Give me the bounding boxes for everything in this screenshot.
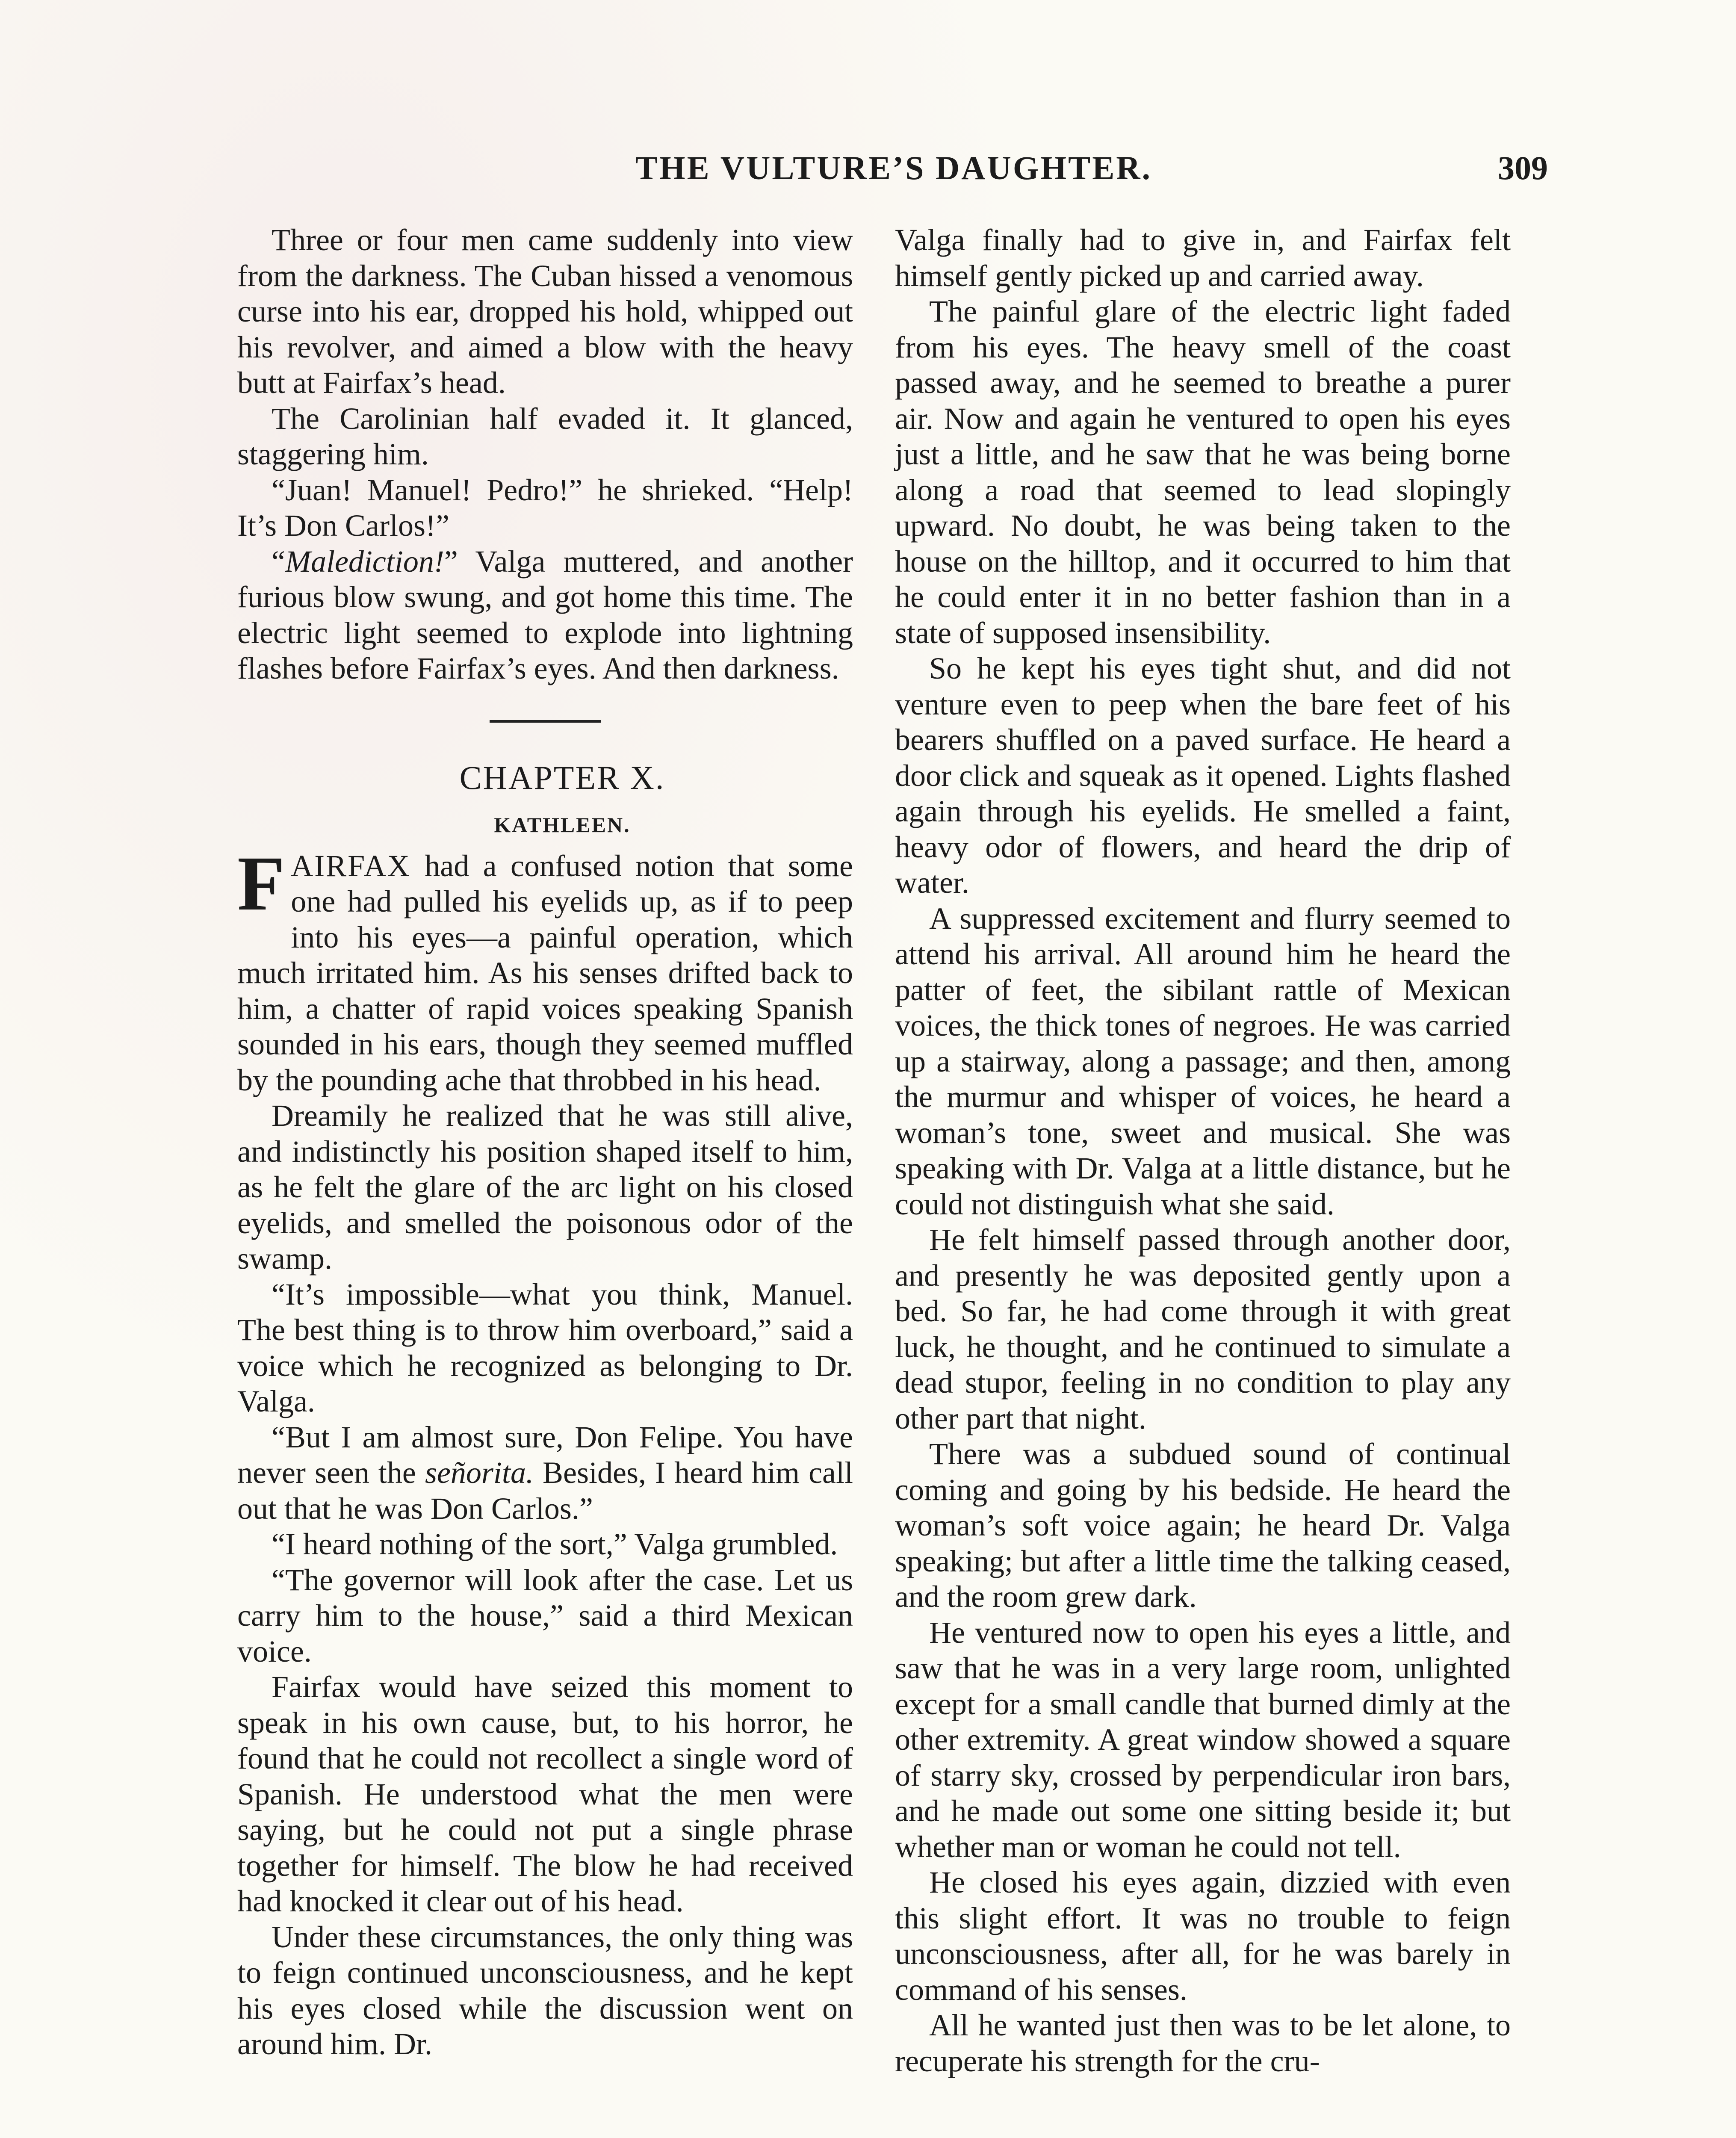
small-caps-word: AIRFAX: [291, 848, 411, 883]
left-column: [237, 222, 853, 2062]
page-number: 309: [1498, 149, 1548, 186]
paragraph: [237, 1420, 853, 1527]
paragraph: There was a subdued sound of continual coming and going by his bedside. He heard the woman’s soft voice again; he heard Dr. Valga speaking; but after a little time the talking ceased, and the room grew dark.: [895, 1437, 1511, 1614]
chapter-subtitle: KATHLEEN.: [494, 812, 631, 837]
paragraph: “It’s impossible—what you think, Manuel. The best thing is to throw him overboard,” said a voice which he recognized as belonging to Dr. Valga.: [237, 1277, 853, 1418]
paragraph: “I heard nothing of the sort,” Valga grumbled.: [272, 1527, 838, 1561]
paragraph: Fairfax would have seized this moment to speak in his own cause, but, to his horror, he found that he could not recollect a single word of Spanish. He understood what the men were saying, but he could not put a single phrase together for himself. The blow he had received had knocked it clear out of his head.: [237, 1670, 853, 1918]
opening-paragraph: [237, 840, 853, 1099]
paragraph-text: “But I am almost sure, Don Felipe. You have never seen the: [237, 1420, 853, 1490]
open-quote: “: [272, 544, 285, 579]
paragraph: All he wanted just then was to be let alone, to recuperate his strength for the cru-: [895, 2008, 1511, 2078]
paragraph-text: ” Valga muttered, and another furious blow swung, and got home this time. The electric light seemed to explode into lightning flashes before Fairfax’s eyes. And then darkness.: [237, 544, 853, 685]
right-column: [895, 222, 1511, 2079]
paragraph: The Carolinian half evaded it. It glanced, staggering him.: [237, 401, 853, 471]
paragraph: Under these circumstances, the only thing was to feign continued unconsciousness, and he kept his eyes closed while the discussion went on around him. Dr.: [237, 1919, 853, 2061]
paragraph: He felt himself passed through another door, and presently he was deposited gently upon a bed. So far, he had come through it with great luck, he thought, and he continued to simulate a dead stupor, feeling in no condition to play any other part that night.: [895, 1223, 1511, 1435]
italic-word: señorita.: [425, 1456, 534, 1490]
paragraph-text: Besides, I heard him call out that he was Don Carlos.”: [237, 1456, 853, 1526]
paragraph: So he kept his eyes tight shut, and did not venture even to peep when the bare feet of his bearers shuffled on a paved surface. He heard a door click and squeak as it opened. Lights flashed again through his eyelids. He smelled a faint, heavy odor of flowers, and heard the drip of water.: [895, 651, 1511, 900]
running-title: THE VULTURE’S DAUGHTER.: [635, 149, 1152, 186]
paragraph: “The governor will look after the case. Let us carry him to the house,” said a third Mexican voice.: [237, 1562, 853, 1668]
italic-word: Malediction!: [285, 544, 444, 579]
paragraph-text: had a confused notion that some one had pulled his eyelids up, as if to peep into his eyes—a painful operation, which much irritated him. As his senses drifted back to him, a chatter of rapid voices speaking Spanish sounded in his ears, though they seemed muffled by the pounding ache that throbbed in his head.: [237, 848, 853, 1097]
paragraph: “Juan! Manuel! Pedro!” he shrieked. “Help! It’s Don Carlos!”: [237, 472, 853, 543]
paragraph: [237, 544, 853, 687]
paragraph: The painful glare of the electric light faded from his eyes. The heavy smell of the coast passed away, and he seemed to breathe a purer air. Now and again he ventured to open his eyes just a little, and he saw that he was being borne along a road that seemed to lead slopingly upward. No doubt, he was being taken to the house on the hilltop, and it occurred to him that he could enter it in no better fashion than in a state of supposed insensibility.: [895, 294, 1511, 650]
paragraph: A suppressed excitement and flurry seemed to attend his arrival. All around him he heard the patter of feet, the sibilant rattle of Mexican voices, the thick tones of negroes. He was carried up a stairway, along a passage; and then, among the murmur and whisper of voices, he heard a woman’s tone, sweet and musical. She was speaking with Dr. Valga at a little distance, but he could not distinguish what she said.: [895, 901, 1511, 1221]
section-divider: [490, 720, 601, 723]
paragraph: Three or four men came suddenly into view from the darkness. The Cuban hissed a venomous curse into his ear, dropped his hold, whipped out his revolver, and aimed a blow with the heavy butt at Fairfax’s head.: [237, 223, 853, 400]
paragraph: He ventured now to open his eyes a little, and saw that he was in a very large room, unlighted except for a small candle that burned dimly at the other extremity. A great window showed a square of starry sky, crossed by perpendicular iron bars, and he made out some one sitting beside it; but whether man or woman he could not tell.: [895, 1615, 1511, 1864]
running-head: [239, 145, 1548, 192]
drop-cap: F: [237, 840, 285, 927]
continued-paragraph: Valga finally had to give in, and Fairfax felt himself gently picked up and carried away.: [895, 223, 1511, 293]
paragraph: He closed his eyes again, dizzied with even this slight effort. It was no trouble to feign unconsciousness, after all, for he was barely in command of his senses.: [895, 1865, 1511, 2007]
chapter-title: CHAPTER X.: [459, 759, 665, 796]
paragraph: Dreamily he realized that he was still alive, and indistinctly his position shaped itself to him, as he felt the glare of the arc light on his closed eyelids, and smelled the poisonous odor of the swamp.: [237, 1099, 853, 1276]
